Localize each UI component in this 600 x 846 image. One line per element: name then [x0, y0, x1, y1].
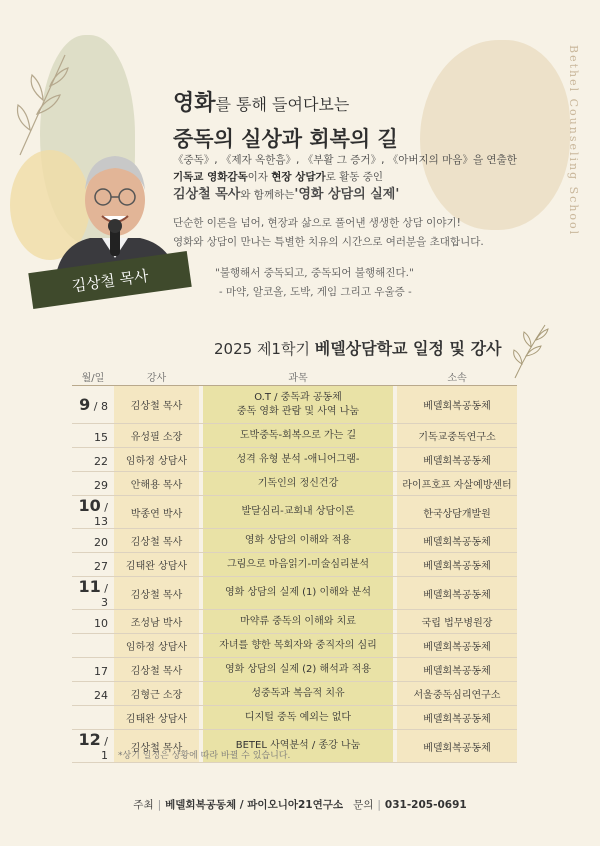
row-subject: 도박중독-회복으로 가는 길 [203, 424, 393, 448]
row-instructor: 임하정 상담사 [114, 634, 199, 658]
table-row [72, 610, 517, 634]
row-organization: 베델회복공동체 [397, 730, 517, 763]
row-date: 11 / 3 [72, 577, 114, 610]
row-subject: BETEL 사역분석 / 종강 나눔 [203, 730, 393, 763]
row-instructor: 임하정 상담사 [114, 448, 199, 472]
row-subject: 성격 유형 분석 -애니어그램- [203, 448, 393, 472]
schedule-table [72, 368, 517, 763]
row-date: 17 [72, 658, 114, 682]
row-date: 29 [72, 472, 114, 496]
description-text: 단순한 이론을 넘어, 현장과 삶으로 풀어낸 생생한 상담 이야기! 영화와 상담이 만나는 특별한 치유의 시간으로 여러분을 초대합니다. [173, 217, 484, 248]
row-organization: 베델회복공동체 [397, 634, 517, 658]
row-organization: 기독교중독연구소 [397, 424, 517, 448]
row-organization: 국립 법무병원장 [397, 610, 517, 634]
main-heading: 영화를 통해 들여다보는 중독의 실상과 회복의 길 [173, 90, 398, 151]
table-row [72, 386, 517, 424]
table-row [72, 706, 517, 730]
row-subject: 성중독과 복음적 치유 [203, 682, 393, 706]
col-header-instructor: 강사 [114, 368, 199, 386]
footer: 주최 | 베델회복공동체 / 파이오니아21연구소 문의 | 031-205-0691 [133, 799, 467, 811]
row-organization: 베델회복공동체 [397, 448, 517, 472]
table-row [72, 577, 517, 610]
row-instructor: 안해용 목사 [114, 472, 199, 496]
row-instructor: 김상철 목사 [114, 658, 199, 682]
row-date: 9 / 8 [72, 386, 114, 424]
row-organization: 베델회복공동체 [397, 386, 517, 424]
row-date: 27 [72, 553, 114, 577]
table-row [72, 553, 517, 577]
row-subject: 영화 상담의 실제 (2) 해석과 적용 [203, 658, 393, 682]
schedule-title: 2025 제1학기 베델상담학교 일정 및 강사 [214, 339, 502, 358]
row-date: 22 [72, 448, 114, 472]
row-organization: 베델회복공동체 [397, 706, 517, 730]
table-row [72, 472, 517, 496]
schedule-note: *상기 일정은 상황에 따라 바뀔 수 있습니다. [118, 751, 291, 761]
table-row [72, 424, 517, 448]
row-instructor: 조성남 박사 [114, 610, 199, 634]
table-row [72, 496, 517, 529]
row-date: 10 [72, 610, 114, 634]
row-date [72, 634, 114, 658]
row-instructor: 김상철 목사 [114, 529, 199, 553]
speaker-name-tag: 김상철 목사 [28, 251, 191, 309]
row-instructor: 박종연 박사 [114, 496, 199, 529]
row-organization: 베델회복공동체 [397, 529, 517, 553]
row-subject: 발달심리-교회내 상담이론 [203, 496, 393, 529]
row-instructor: 김형근 소장 [114, 682, 199, 706]
row-instructor: 김태완 상담사 [114, 553, 199, 577]
row-organization: 한국상담개발원 [397, 496, 517, 529]
table-row [72, 658, 517, 682]
table-row [72, 682, 517, 706]
table-row [72, 448, 517, 472]
row-date: 20 [72, 529, 114, 553]
row-instructor: 김상철 목사 [114, 577, 199, 610]
row-instructor: 김상철 목사 [114, 386, 199, 424]
row-subject: 마약류 중독의 이해와 치료 [203, 610, 393, 634]
row-subject: 영화 상담의 이해와 적용 [203, 529, 393, 553]
row-date: 10 / 13 [72, 496, 114, 529]
row-subject: 영화 상담의 실제 (1) 이해와 분석 [203, 577, 393, 610]
row-date: 24 [72, 682, 114, 706]
col-header-org: 소속 [397, 368, 517, 386]
row-subject: 자녀를 향한 목회자와 중직자의 심리 [203, 634, 393, 658]
row-organization: 베델회복공동체 [397, 658, 517, 682]
row-subject: 그림으로 마음읽기-미술심리분석 [203, 553, 393, 577]
row-subject: 디지털 중독 예외는 없다 [203, 706, 393, 730]
row-subject: O.T / 중독과 공동체 중독 영화 관람 및 사역 나눔 [203, 386, 393, 424]
table-row [72, 529, 517, 553]
col-header-subject: 과목 [203, 368, 393, 386]
row-subject: 기독인의 정신건강 [203, 472, 393, 496]
row-date [72, 706, 114, 730]
side-school-name: Bethel Counseling School [567, 45, 580, 237]
intro-text: 《중독》, 《제자 옥한흠》, 《부활 그 증거》, 《아버지의 마음》을 연출한 기독교 영화감독이자 현장 상담가로 활동 중인 김상철 목사와 함께하는'영화 상담의 실제' [173, 154, 517, 202]
row-organization: 베델회복공동체 [397, 577, 517, 610]
row-date: 15 [72, 424, 114, 448]
row-organization: 베델회복공동체 [397, 553, 517, 577]
row-instructor: 유성필 소장 [114, 424, 199, 448]
row-organization: 라이프호프 자살예방센터 [397, 472, 517, 496]
row-instructor: 김태완 상담사 [114, 706, 199, 730]
row-instructor: 김상철 목사 [114, 730, 199, 763]
col-header-date: 월/일 [72, 368, 114, 386]
quote-text: "불행해서 중독되고, 중독되어 불행해진다." - 마약, 알코올, 도박, 게임 그리고 우울증 - [215, 267, 414, 298]
row-organization: 서울중독심리연구소 [397, 682, 517, 706]
table-row [72, 634, 517, 658]
row-date: 12 / 1 [72, 730, 114, 763]
